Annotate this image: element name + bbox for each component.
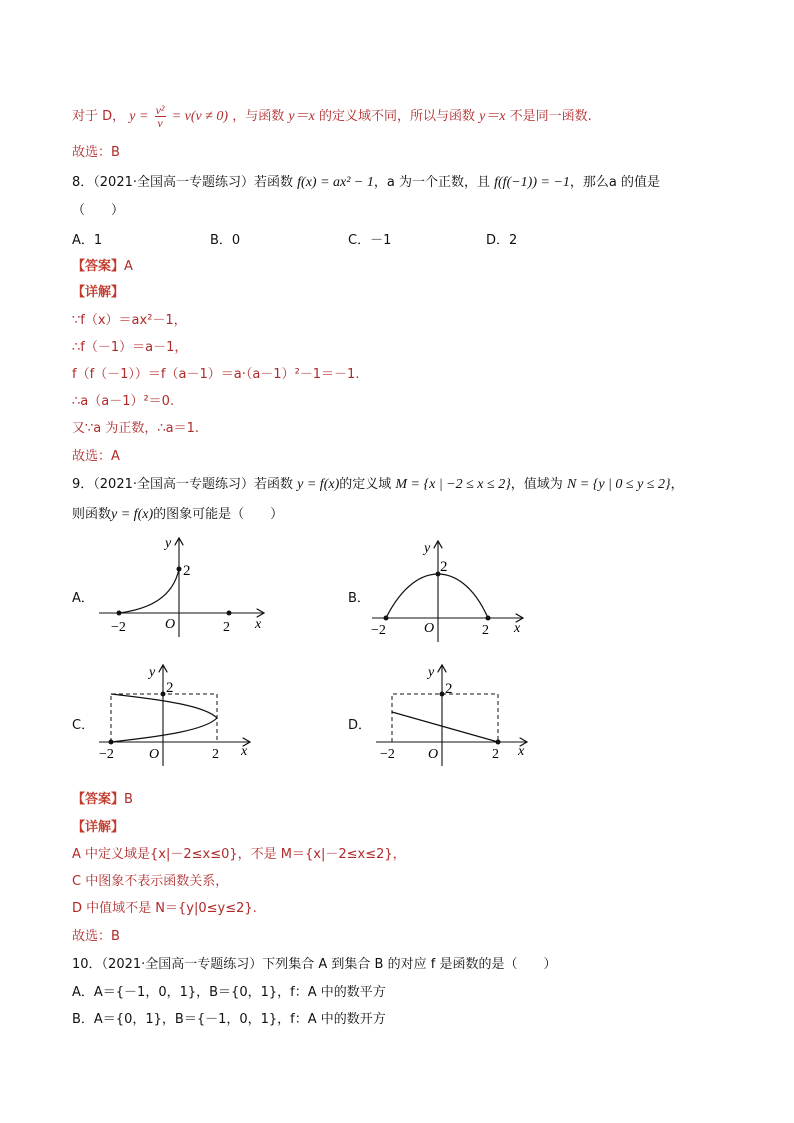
tick-2-x: 2: [492, 747, 499, 762]
prev-solution-text-c: 的定义域不同，所以与函数: [318, 109, 480, 124]
y-label: y: [424, 541, 431, 556]
line-segment: [392, 712, 498, 742]
q9-line2-a: 则函数: [72, 507, 112, 522]
q9-detail-tag: 【详解】: [72, 820, 125, 835]
q8-option-b: B．0: [210, 233, 241, 248]
origin-label: O: [424, 621, 435, 636]
q8-source: （2021·全国高一专题练习）若函数: [93, 175, 293, 190]
q9-stem: [72, 476, 684, 494]
point: [440, 692, 445, 697]
point: [227, 611, 232, 616]
curve: [119, 569, 179, 613]
answer-tag: 【答案】: [72, 792, 125, 807]
x-label: x: [255, 617, 262, 632]
tick-neg2: −2: [111, 620, 126, 635]
q10-option-b: B．A＝{0，1}，B＝{－1，0，1}，f：A 中的数开方: [72, 1012, 386, 1027]
fraction-numerator: v²: [155, 103, 165, 117]
origin-label: O: [165, 617, 176, 632]
q8-mid: ，a 为一个正数，且: [373, 175, 490, 190]
q9-line2-b: 的图象可能是（ ）: [153, 507, 284, 522]
q9-line2-function: y = f(x): [111, 507, 154, 522]
formula-rhs: = v(v ≠ 0): [171, 109, 229, 124]
graph-label-c: C．: [72, 718, 95, 733]
tick-2-x: 2: [212, 747, 219, 762]
tick-neg2: −2: [99, 747, 114, 762]
tick-2-y: 2: [440, 559, 448, 575]
tick-2-y: 2: [183, 563, 191, 579]
q9-number: 9．: [72, 477, 94, 492]
q9-answer: [72, 791, 133, 809]
y-label: y: [149, 665, 156, 680]
q9-mid: 的定义域: [339, 477, 392, 492]
dashed-box: [392, 694, 498, 742]
q8-number: 8．: [72, 175, 94, 190]
origin-label: O: [428, 747, 439, 762]
q8-tail: ，那么a 的值是: [569, 175, 661, 190]
function-y-eq-x-1: y＝x: [288, 109, 315, 124]
prev-conclusion: 故选：B: [72, 145, 120, 160]
point: [161, 692, 166, 697]
tick-neg2: −2: [380, 747, 395, 762]
graph-label-d: D．: [348, 718, 372, 733]
x-label: x: [518, 744, 525, 759]
answer-tag: 【答案】: [72, 259, 125, 274]
q9-step-1: A 中定义域是{x|－2≤x≤0}，不是 M＝{x|－2≤x≤2}，: [72, 847, 406, 862]
q9-function: y = f(x): [297, 477, 340, 492]
origin-label: O: [149, 747, 160, 762]
x-label: x: [514, 621, 521, 636]
q8-paren: （ ）: [72, 203, 125, 218]
tick-2-y: 2: [445, 681, 453, 697]
function-y-eq-x-2: y＝x: [479, 109, 506, 124]
q8-step-5: 又∵a 为正数，∴a＝1.: [72, 421, 200, 436]
q8-conclusion: 故选：A: [72, 449, 120, 464]
curve: [111, 694, 217, 742]
graph-b: [368, 538, 528, 646]
x-label: x: [241, 744, 248, 759]
q8-option-d: D．2: [486, 233, 518, 248]
q10-stem-text: （2021·全国高一专题练习）下列集合 A 到集合 B 的对应 f 是函数的是（ ）: [101, 957, 557, 972]
y-label: y: [428, 665, 435, 680]
q10-option-a: A．A＝{－1，0，1}，B＝{0，1}，f：A 中的数平方: [72, 985, 386, 1000]
tick-2-x: 2: [482, 623, 489, 638]
graph-d: [372, 662, 532, 768]
graph-a: [95, 535, 270, 640]
q8-answer: [72, 258, 133, 276]
q9-domain: M = {x | −2 ≤ x ≤ 2}: [395, 477, 511, 492]
graph-c: [95, 662, 255, 768]
answer-value: B: [124, 792, 133, 807]
prev-solution-text-a: 对于 D，: [72, 109, 126, 124]
q10-number: 10．: [72, 957, 102, 972]
graph-label-a: A．: [72, 591, 94, 606]
q8-detail-tag: 【详解】: [72, 285, 125, 300]
q8-stem: [72, 174, 660, 192]
q9-mid2: ，值域为: [510, 477, 563, 492]
q9-source: （2021·全国高一专题练习）若函数: [93, 477, 293, 492]
q8-option-a: A．1: [72, 233, 103, 248]
fraction-denominator: v: [157, 116, 163, 130]
q9-stem-line2: [72, 506, 283, 524]
graph-label-b: B．: [348, 591, 370, 606]
q8-step-3: f（f（－1））＝f（a－1）＝a·（a－1）²－1＝－1.: [72, 367, 360, 382]
q9-range: N = {y | 0 ≤ y ≤ 2}: [566, 477, 671, 492]
formula-fraction: [155, 104, 166, 129]
point: [384, 616, 389, 621]
q8-step-2: ∴f（－1）＝a－1，: [72, 340, 188, 355]
q9-conclusion: 故选：B: [72, 929, 120, 944]
q8-step-4: ∴a（a－1）²＝0.: [72, 394, 175, 409]
point: [496, 740, 501, 745]
prev-solution-text-d: 不是同一函数.: [509, 109, 592, 124]
q9-step-3: D 中值域不是 N＝{y|0≤y≤2}.: [72, 901, 257, 916]
point: [117, 611, 122, 616]
point: [486, 616, 491, 621]
q10-stem: [72, 956, 556, 974]
point: [177, 567, 182, 572]
prev-solution-text-b: ，与函数: [232, 109, 289, 124]
q9-tail: ，: [670, 477, 684, 492]
tick-neg2: −2: [371, 623, 386, 638]
answer-value: A: [124, 259, 133, 274]
prev-solution-line: [72, 104, 592, 129]
q8-function: f(x) = ax² − 1: [297, 175, 374, 190]
q8-option-c: C．－1: [348, 233, 392, 248]
y-label: y: [165, 536, 172, 551]
q9-step-2: C 中图象不表示函数关系，: [72, 874, 229, 889]
formula-lhs: y =: [129, 109, 149, 124]
curve: [386, 574, 488, 618]
point: [109, 740, 114, 745]
tick-2-y: 2: [166, 680, 174, 696]
q8-step-1: ∵f（x）＝ax²－1，: [72, 313, 187, 328]
tick-2-x: 2: [223, 620, 230, 635]
q8-condition: f(f(−1)) = −1: [494, 175, 570, 190]
